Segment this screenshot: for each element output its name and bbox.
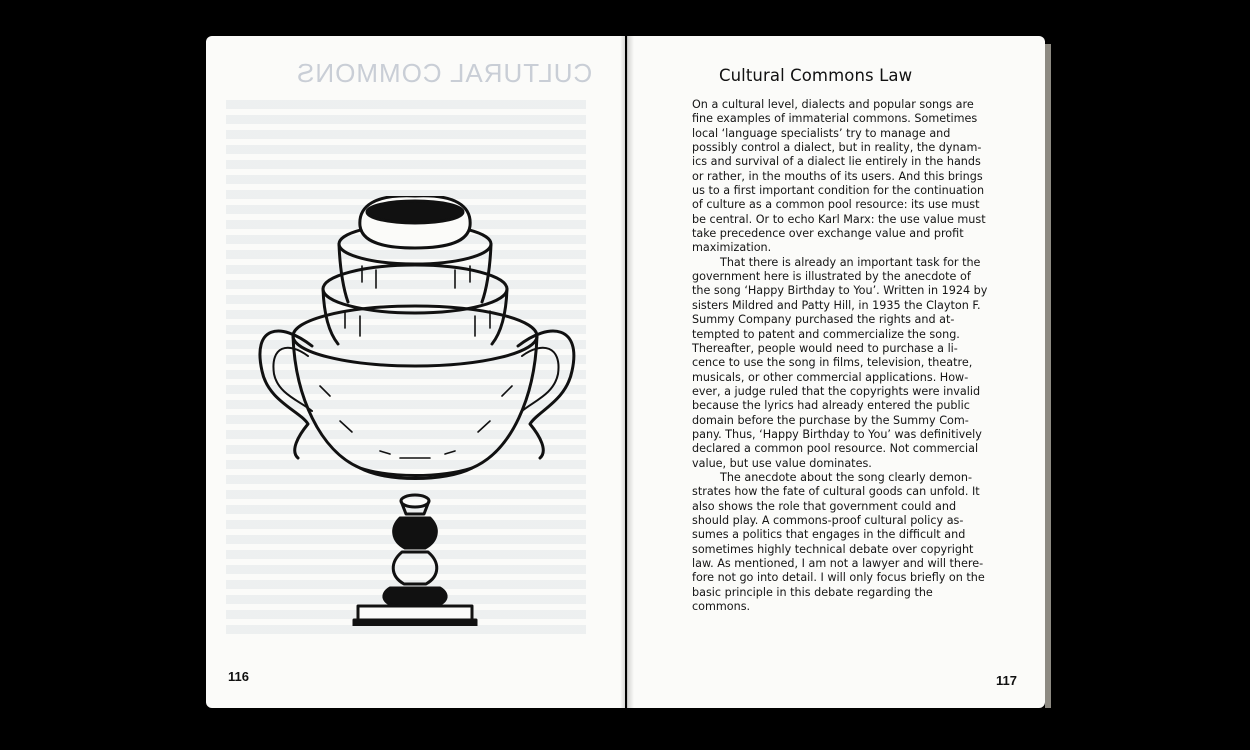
text-line: also shows the role that government could and xyxy=(692,499,957,513)
body-text xyxy=(692,98,1004,614)
text-line: Thereafter, people would need to purchase a li- xyxy=(692,341,958,355)
text-line: us to a first important condition for the continuation xyxy=(692,184,985,198)
right-page xyxy=(627,36,1045,708)
text-line: commons. xyxy=(692,600,751,614)
book-gutter xyxy=(620,36,634,708)
page-number-left: 116 xyxy=(228,669,249,684)
text-line: local ‘language specialists’ try to manage and xyxy=(692,126,951,140)
text-line: possibly control a dialect, but in reality, the dynam- xyxy=(692,141,982,155)
text-line: sumes a politics that engages in the difficult and xyxy=(692,528,966,542)
text-line: basic principle in this debate regarding the xyxy=(692,585,933,599)
chapter-title: Cultural Commons Law xyxy=(719,66,913,85)
left-page xyxy=(206,36,625,708)
text-line: declared a common pool resource. Not commercial xyxy=(692,442,979,456)
text-line: maximization. xyxy=(692,241,772,255)
text-line: should play. A commons-proof cultural policy as- xyxy=(692,513,964,527)
text-line: musicals, or other commercial applications. How- xyxy=(692,370,969,384)
page-edge xyxy=(1045,44,1051,708)
text-line: sisters Mildred and Patty Hill, in 1935 the Clayton F. xyxy=(692,298,981,312)
bleed-through-heading: CULTURAL COMMONS xyxy=(296,58,593,88)
text-line: take precedence over exchange value and profit xyxy=(692,227,964,241)
text-line: because the lyrics had already entered the public xyxy=(692,399,970,413)
text-line: be central. Or to echo Karl Marx: the use value must xyxy=(692,212,986,226)
text-line: of culture as a common pool resource: its use must xyxy=(692,198,980,212)
text-line: The anecdote about the song clearly demon- xyxy=(720,470,973,484)
text-line: strates how the fate of cultural goods can unfold. It xyxy=(692,485,980,499)
text-line: fore not go into detail. I will only focus briefly on the xyxy=(692,571,985,585)
text-line: tempted to patent and commercialize the song. xyxy=(692,327,960,341)
text-line: That there is already an important task for the xyxy=(720,255,981,269)
text-line: pany. Thus, ‘Happy Birthday to You’ was definitively xyxy=(692,427,982,441)
text-line: sometimes highly technical debate over copyright xyxy=(692,542,974,556)
text-line: the song ‘Happy Birthday to You’. Written in 1924 by xyxy=(692,284,988,298)
text-line: domain before the purchase by the Summy Com- xyxy=(692,413,969,427)
text-line: or rather, in the mouths of its users. And this brings xyxy=(692,169,983,183)
page-number-right: 117 xyxy=(996,673,1017,688)
text-line: ever, a judge ruled that the copyrights were invalid xyxy=(692,384,981,398)
text-line: cence to use the song in films, television, theatre, xyxy=(692,356,973,370)
trophy-cup-illustration xyxy=(250,196,590,626)
book-spread xyxy=(206,36,1046,712)
text-line: Summy Company purchased the rights and at- xyxy=(692,313,955,327)
text-line: law. As mentioned, I am not a lawyer and will there- xyxy=(692,557,984,570)
text-line: value, but use value dominates. xyxy=(692,456,872,470)
text-line: ics and survival of a dialect lie entirely in the hands xyxy=(692,155,981,169)
text-line: government here is illustrated by the anecdote of xyxy=(692,270,971,284)
text-line: fine examples of immaterial commons. Sometimes xyxy=(692,112,978,126)
text-line: On a cultural level, dialects and popular songs are xyxy=(692,98,974,111)
